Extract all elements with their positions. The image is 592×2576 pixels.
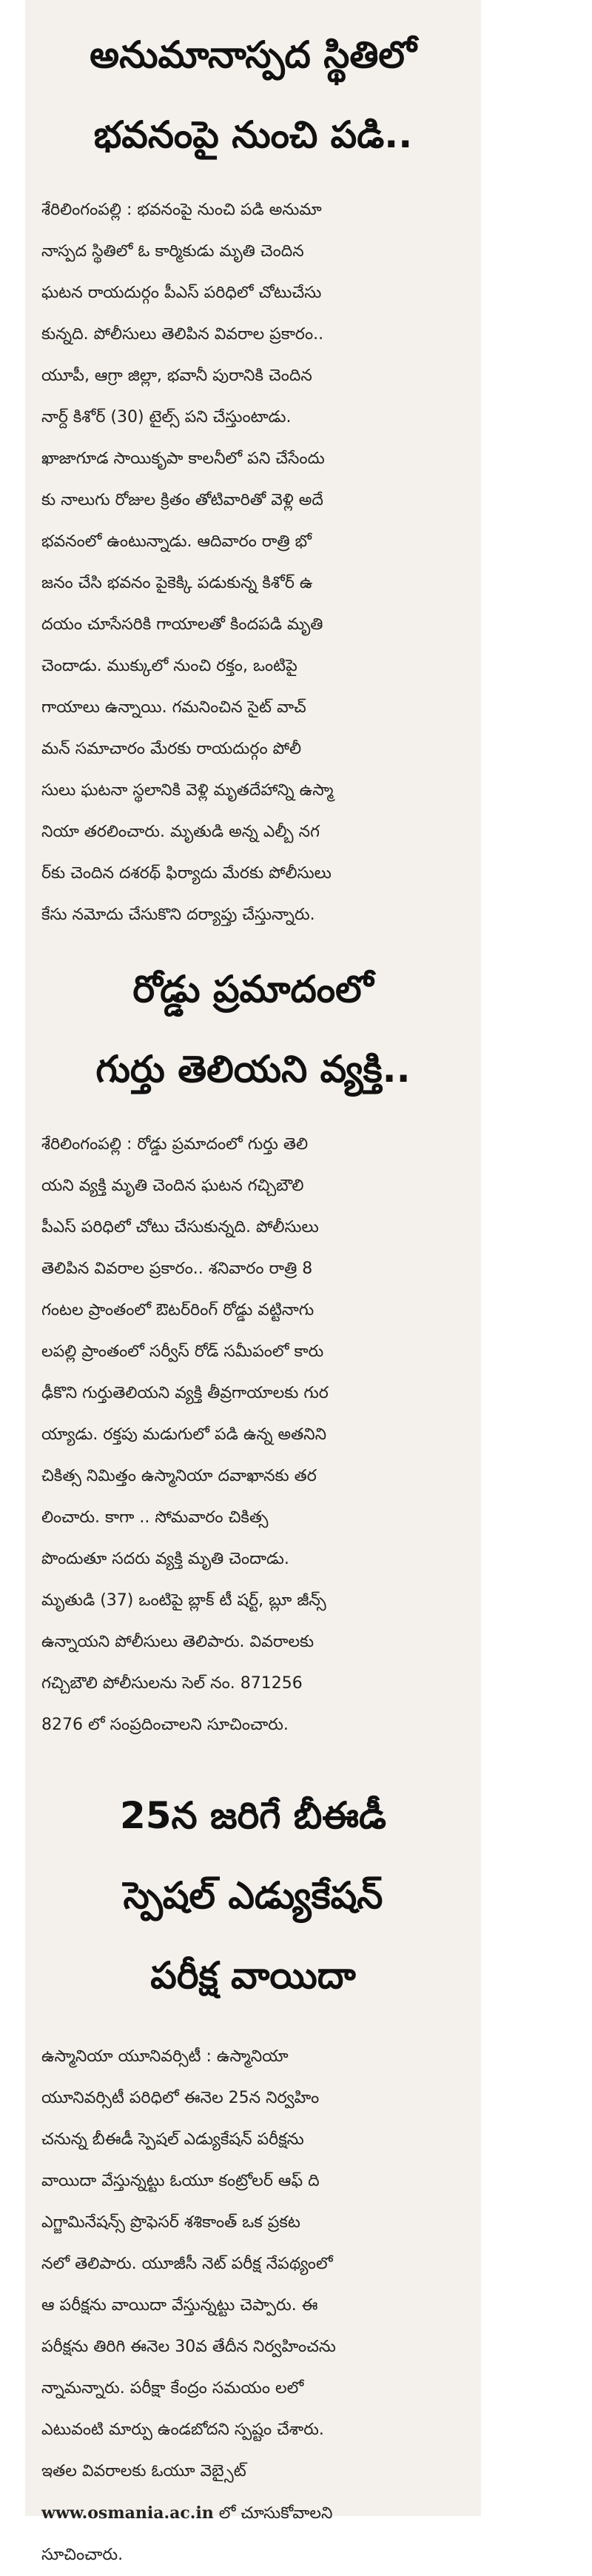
website-url: www.osmania.ac.in (41, 2503, 214, 2523)
article-body: శేరిలింగంపల్లి : భవనంపై నుంచి పడి అనుమా నాస్పద స్థితిలో ఓ కార్మికుడు మృతి చెందిన ఘటన రాయదుర్గం పీఎస్ పరిధిలో చోటుచేసు కున్నది. పోలీసులు తెలిపిన వివరాల ప్రకారం.. యూపీ, ఆగ్రా జిల్లా, భవానీ పురానికి చెందిన నార్ద్ కిశోర్ (30) టైల్స్ పని చేస్తుంటాడు. ఖాజాగూడ సాయికృపా కాలనీలో పని చేసేందు కు నాలుగు రోజుల క్రితం తోటివారితో వెళ్లి అదే భవనంలో ఉంటున్నాడు. ఆదివారం రాత్రి భో జనం చేసి భవనం పైకెక్కి పడుకున్న కిశోర్ ఉ దయం చూసేసరికి గాయాలతో కిందపడి మృతి చెందాడు. ముక్కులో నుంచి రక్తం, ఒంటిపై గాయాలు ఉన్నాయి. గమనించిన సైట్ వాచ్ మన్ సమాచారం మేరకు రాయదుర్గం పోలీ సులు ఘటనా స్థలానికి వెళ్లి మృతదేహాన్ని ఉస్మా నియా తరలించారు. మృతుడి అన్న ఎల్బీ నగ ర్‌కు చెందిన దశరథ్ ఫిర్యాదు మేరకు పోలీసులు కేసు నమోదు చేసుకొని దర్యాప్తు చేస్తున్నారు. (41, 201, 334, 924)
article-headline (25, 949, 481, 1109)
article-building-fall (25, 15, 481, 936)
article-body (25, 2036, 481, 2576)
headline-line: అనుమానాస్పద స్థితిలో (90, 33, 417, 76)
headline-line: భవనంపై నుంచి పడి.. (93, 113, 413, 156)
headline-line: గుర్తు తెలియని వ్యక్తి.. (95, 1048, 411, 1091)
headline-line: 25న జరిగే బీఈడీ (119, 1794, 387, 1837)
article-headline (25, 1776, 481, 2015)
article-headline (25, 15, 481, 175)
headline-line: పరీక్ష వాయిదా (150, 1954, 356, 1997)
article-exam-postponed (25, 1776, 481, 2576)
headline-line: స్పెషల్ ఎడ్యుకేషన్ (123, 1874, 383, 1917)
article-body: శేరిలింగంపల్లి : రోడ్డు ప్రమాదంలో గుర్తు తెలి యని వ్యక్తి మృతి చెందిన ఘటన గచ్చిబౌలి పీఎస్ పరిధిలో చోటు చేసుకున్నది. పోలీసులు తెలిపిన వివరాల ప్రకారం.. శనివారం రాత్రి 8 గంటల ప్రాంతంలో ఔటర్‌రింగ్ రోడ్డు వట్టినాగు లపల్లి ప్రాంతంలో సర్వీస్ రోడ్ సమీపంలో కారు ఢీకొని గుర్తుతెలియని వ్యక్తి తీవ్రగాయాలకు గుర య్యాడు. రక్తపు మడుగులో పడి ఉన్న అతనిని చికిత్స నిమిత్తం ఉస్మానియా దవాఖానకు తర లించారు. కాగా .. సోమవారం చికిత్స పొందుతూ సదరు వ్యక్తి మృతి చెందాడు. మృతుడి (37) ఒంటిపై బ్లాక్ టీ షర్ట్, బ్లూ జీన్స్ ఉన్నాయని పోలీసులు తెలిపారు. వివరాలకు గచ్చిబౌలి పోలీసులను సెల్ నం. 871256 8276 లో సంప్రదించాలని సూచించారు. (41, 1135, 329, 1734)
headline-line: రోడ్డు ప్రమాదంలో (132, 968, 374, 1011)
article-road-accident (25, 949, 481, 1746)
newspaper-clipping (25, 0, 481, 2564)
article-body-tail: లో చూసుకోవాలని సూచించారు. (41, 2504, 333, 2564)
article-body-text: ఉస్మానియా యూనివర్సిటీ : ఉస్మానియా యూనివర్సిటీ పరిధిలో ఈనెల 25న నిర్వహిం చనున్న బీఈడీ స్పెషల్ ఎడ్యుకేషన్ పరీక్షను వాయిదా వేస్తున్నట్టు ఓయూ కంట్రోలర్ ఆఫ్ ది ఎగ్జామినేషన్స్ ప్రొఫెసర్ శశికాంత్ ఒక ప్రకట నలో తెలిపారు. యూజీసీ నెట్ పరీక్ష నేపథ్యంలో ఆ పరీక్షను వాయిదా వేస్తున్నట్టు చెప్పారు. ఈ పరీక్షను తిరిగి ఈనెల 30వ తేదీన నిర్వహించను న్నామన్నారు. పరీక్షా కేంద్రం సమయం లలో ఎటువంటి మార్పు ఉండబోదని స్పష్టం చేశారు. ఇతల వివరాలకు ఓయూ వెబ్సైట్ (41, 2047, 336, 2480)
